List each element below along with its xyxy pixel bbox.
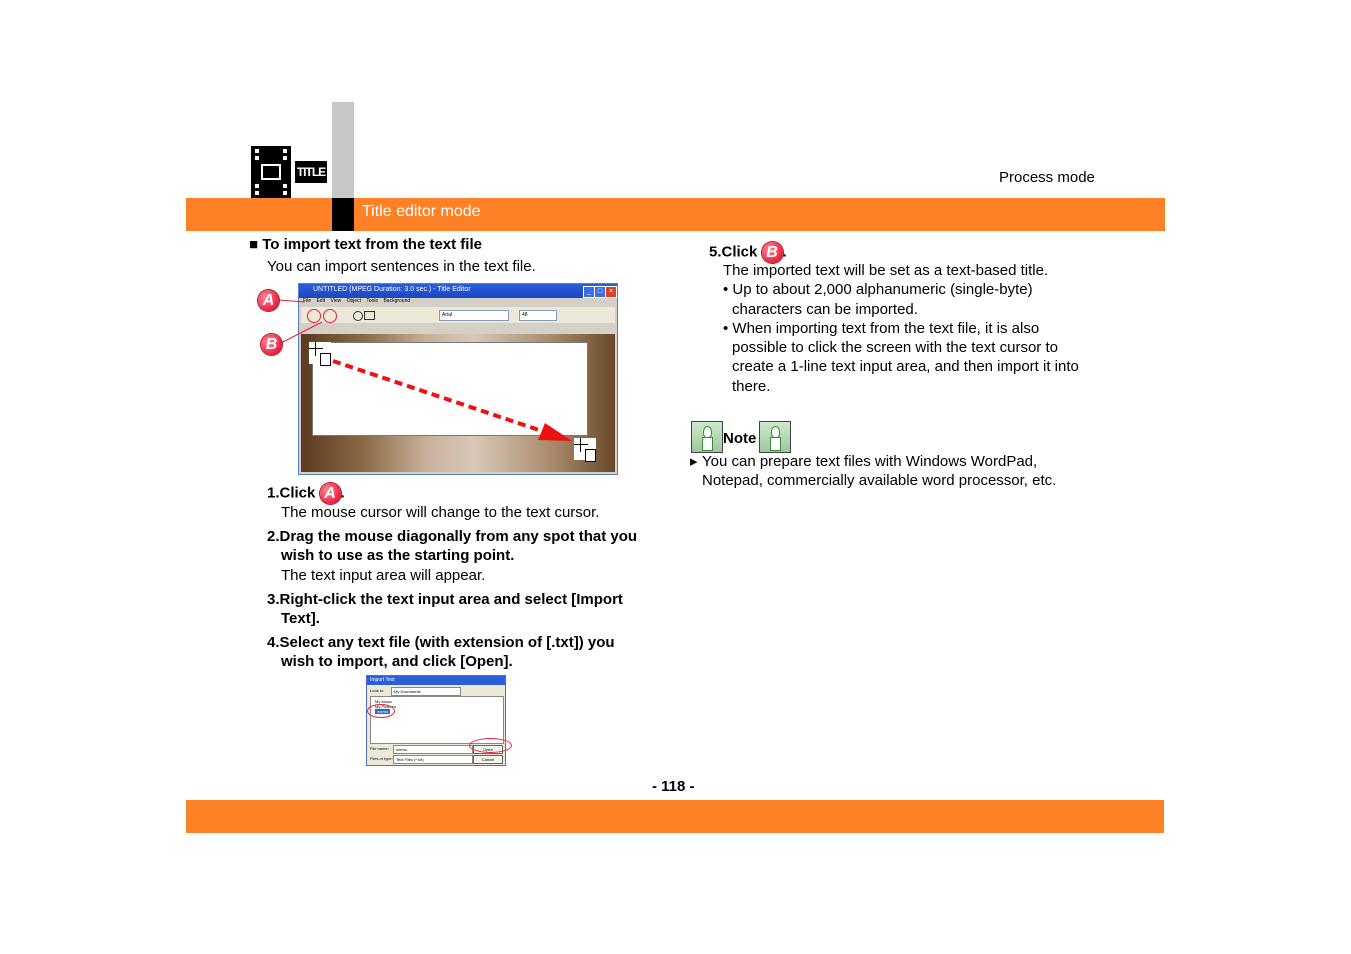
- menu-background: Background: [383, 298, 411, 304]
- step-5-bullet2-line2: possible to click the screen with the text cursor to: [732, 339, 1058, 356]
- maximize-icon: □: [594, 286, 606, 298]
- heading-bullet: ■: [249, 236, 259, 253]
- callout-a-badge: A: [258, 290, 279, 311]
- page-number: - 118 -: [652, 778, 695, 795]
- step-4-line2: wish to import, and click [Open].: [281, 653, 513, 670]
- step-5: [709, 242, 787, 263]
- title-icon-badge: TITLE: [295, 161, 327, 183]
- step-5-bullet1-line2: characters can be imported.: [732, 301, 918, 318]
- step-1-a-icon: A: [320, 483, 341, 504]
- step-5-bullet2-line4: there.: [732, 378, 771, 395]
- step-1: [267, 483, 345, 504]
- process-mode-label: Process mode: [999, 169, 1095, 186]
- file-item-my-music: My Music: [375, 699, 392, 704]
- font-select: Arial: [439, 310, 509, 321]
- step-5-bullet2-line1: • When importing text from the text file, it is also: [723, 320, 1040, 337]
- memo-highlight-circle: [367, 704, 395, 718]
- callout-b-badge: B: [261, 334, 282, 355]
- step-5-b-icon: B: [762, 242, 783, 263]
- minimize-icon: _: [583, 286, 595, 298]
- menu-file: File: [303, 298, 312, 304]
- step-2-line2: wish to use as the starting point.: [281, 547, 515, 564]
- note-candle-icon-left: [691, 421, 723, 453]
- file-item-memo: memo: [377, 709, 389, 714]
- callout-a-line: [279, 300, 305, 302]
- menu-tools: Tools: [366, 298, 379, 304]
- step-2-line1: 2.Drag the mouse diagonally from any spot that you: [267, 528, 638, 545]
- step-3-line2: Text].: [281, 610, 320, 627]
- step-1-desc: The mouse cursor will change to the text cursor.: [281, 504, 600, 521]
- step-2-desc: The text input area will appear.: [281, 567, 486, 584]
- file-type-label: Files of type:: [370, 756, 393, 761]
- dialog-file-list: [370, 696, 504, 744]
- note-candle-icon-right: [759, 421, 791, 453]
- step-5-prefix: 5.Click: [709, 243, 758, 261]
- step-5-suffix: .: [782, 243, 787, 261]
- note-arrow-icon: ▸: [690, 453, 698, 470]
- step-3-line1: 3.Right-click the text input area and select [Import: [267, 591, 623, 608]
- look-in-label: Look in:: [370, 688, 385, 693]
- open-button: Open: [473, 745, 503, 754]
- step-5-desc: The imported text will be set as a text-based title.: [723, 262, 1049, 279]
- step-1-prefix: 1.Click: [267, 484, 316, 502]
- close-icon: ×: [605, 286, 617, 298]
- screenshot-window-title: UNTITLED (MPEG Duration: 3.0 sec.) - Title Editor: [313, 286, 471, 293]
- menu-view: View: [330, 298, 342, 304]
- callout-b-line: [281, 322, 322, 343]
- font-size-select: 48: [519, 310, 557, 321]
- note-line2: Notepad, commercially available word processor, etc.: [702, 472, 1057, 489]
- step-4-line1: 4.Select any text file (with extension of [.txt]) you: [267, 634, 615, 651]
- file-item-my-pictures: My Pictures: [375, 704, 396, 709]
- drag-arrow-line: [333, 361, 545, 432]
- file-name-label: File name:: [370, 746, 389, 751]
- page-section-title: Title editor mode: [362, 203, 481, 220]
- step-5-bullet1-line1: • Up to about 2,000 alphanumeric (single-byte): [723, 281, 1033, 298]
- dialog-titlebar: [367, 676, 505, 685]
- step-1-suffix: .: [340, 484, 345, 502]
- heading-text: To import text from the text file: [262, 236, 482, 253]
- note-label: Note: [723, 430, 757, 447]
- footer-bar: [186, 800, 1164, 833]
- cancel-button: Cancel: [473, 755, 503, 764]
- dialog-title: Import Text: [370, 677, 395, 683]
- file-name-field: memo: [393, 745, 473, 754]
- file-type-field: Text Files (*.txt): [393, 755, 473, 764]
- menu-object: Object: [346, 298, 362, 304]
- open-highlight-circle: [469, 738, 512, 753]
- menu-edit: Edit: [316, 298, 326, 304]
- drag-arrow-head: [538, 423, 572, 441]
- section-intro: You can import sentences in the text file.: [267, 258, 536, 275]
- note-line1: You can prepare text files with Windows WordPad,: [702, 453, 1038, 470]
- look-in-field: My Documents: [391, 687, 461, 696]
- step-5-bullet2-line3: create a 1-line text input area, and then import it into: [732, 358, 1079, 375]
